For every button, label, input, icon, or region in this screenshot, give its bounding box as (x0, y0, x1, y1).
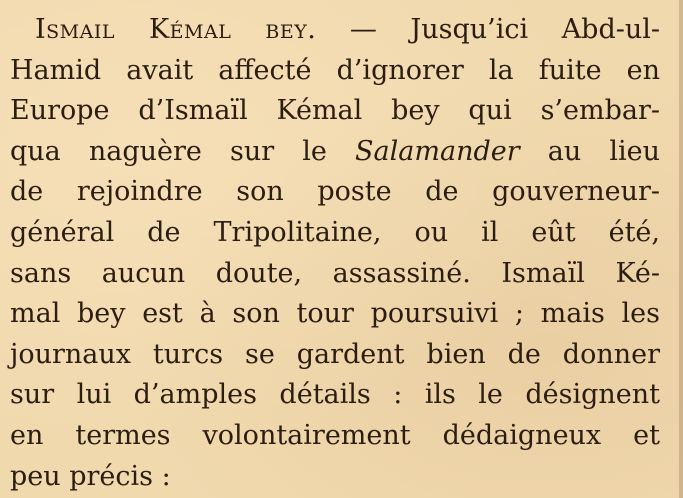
text-line-3: Europe d’Ismaïl Kémal bey qui s’embar- (10, 95, 660, 127)
text-line-6: général de Tripolitaine, ou il eût été, (10, 216, 660, 248)
text-line-4 (10, 132, 660, 173)
article-heading: Ismail Kémal bey. (35, 14, 317, 45)
page-edge-shadow (679, 0, 683, 498)
article-paragraph (10, 10, 660, 497)
text-line-1 (10, 10, 660, 51)
ship-name: Salamander (355, 135, 520, 167)
text-line-9: journaux turcs se gardent bien de donner (10, 338, 660, 370)
text-line-8: mal bey est à son tour poursuivi ; mais les (10, 298, 660, 330)
text-line-11: en termes volontairement dédaigneux et (10, 419, 660, 451)
line-4-start: qua naguère sur le (10, 135, 356, 167)
text-line-12: peu précis : (10, 460, 171, 492)
text-line-5: de rejoindre son poste de gouverneur- (10, 176, 660, 208)
line-4-end: au lieu (519, 135, 661, 167)
text-line-7: sans aucun doute, assassiné. Ismaïl Ké- (10, 257, 660, 289)
text-line-10: sur lui d’amples détails : ils le désignent (10, 379, 660, 411)
line-1-text: Jusqu’ici Abd-ul- (410, 14, 661, 45)
text-line-2: Hamid avait affecté d’ignorer la fuite en (10, 54, 660, 86)
heading-dash: — (316, 14, 411, 45)
